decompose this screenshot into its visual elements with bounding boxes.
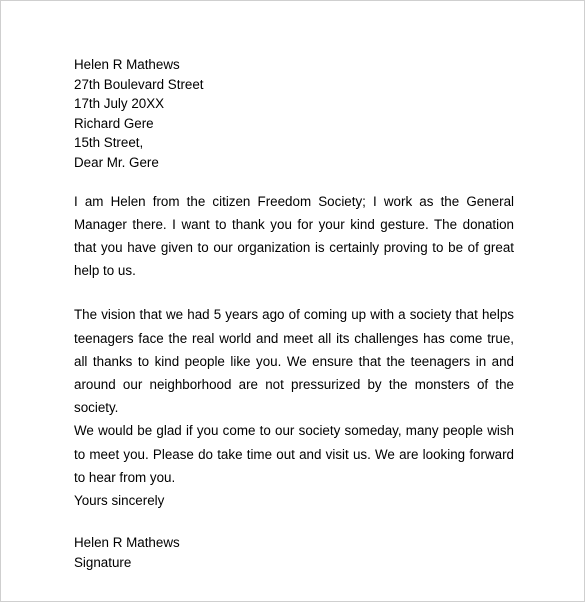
letter-body: [74, 55, 514, 572]
signoff-name: Helen R Mathews: [74, 535, 180, 551]
paragraph-intro: I am Helen from the citizen Freedom Society; I work as the General Manager there. I want to thank you for your kind gesture. The donation that you have given to our organization is certainly proving to be of great help to us.: [74, 193, 514, 279]
sender-name: Helen R Mathews: [74, 57, 180, 72]
letter-date: 17th July 20XX: [74, 96, 165, 112]
salutation: Dear Mr. Gere: [74, 154, 159, 170]
paragraph-vision: The vision that we had 5 years ago of coming up with a society that helps teenagers face the real world and meet all its challenges has come true, all thanks to kind people like you. We ensure that the teenagers in and around our neighborhood are not pressurized by the monsters of the society.: [74, 307, 514, 416]
signature-block: [74, 533, 514, 572]
closing: Yours sincerely: [74, 493, 165, 508]
paragraph-invitation: We would be glad if you come to our society someday, many people wish to meet you. Please do take time out and visit us. We are looking forward to hear from you.: [74, 423, 514, 485]
signature-label: Signature: [74, 554, 132, 570]
recipient-address: 15th Street,: [74, 135, 144, 151]
address-block: [74, 55, 514, 173]
recipient-name: Richard Gere: [74, 115, 154, 131]
sender-address: 27th Boulevard Street: [74, 76, 204, 92]
